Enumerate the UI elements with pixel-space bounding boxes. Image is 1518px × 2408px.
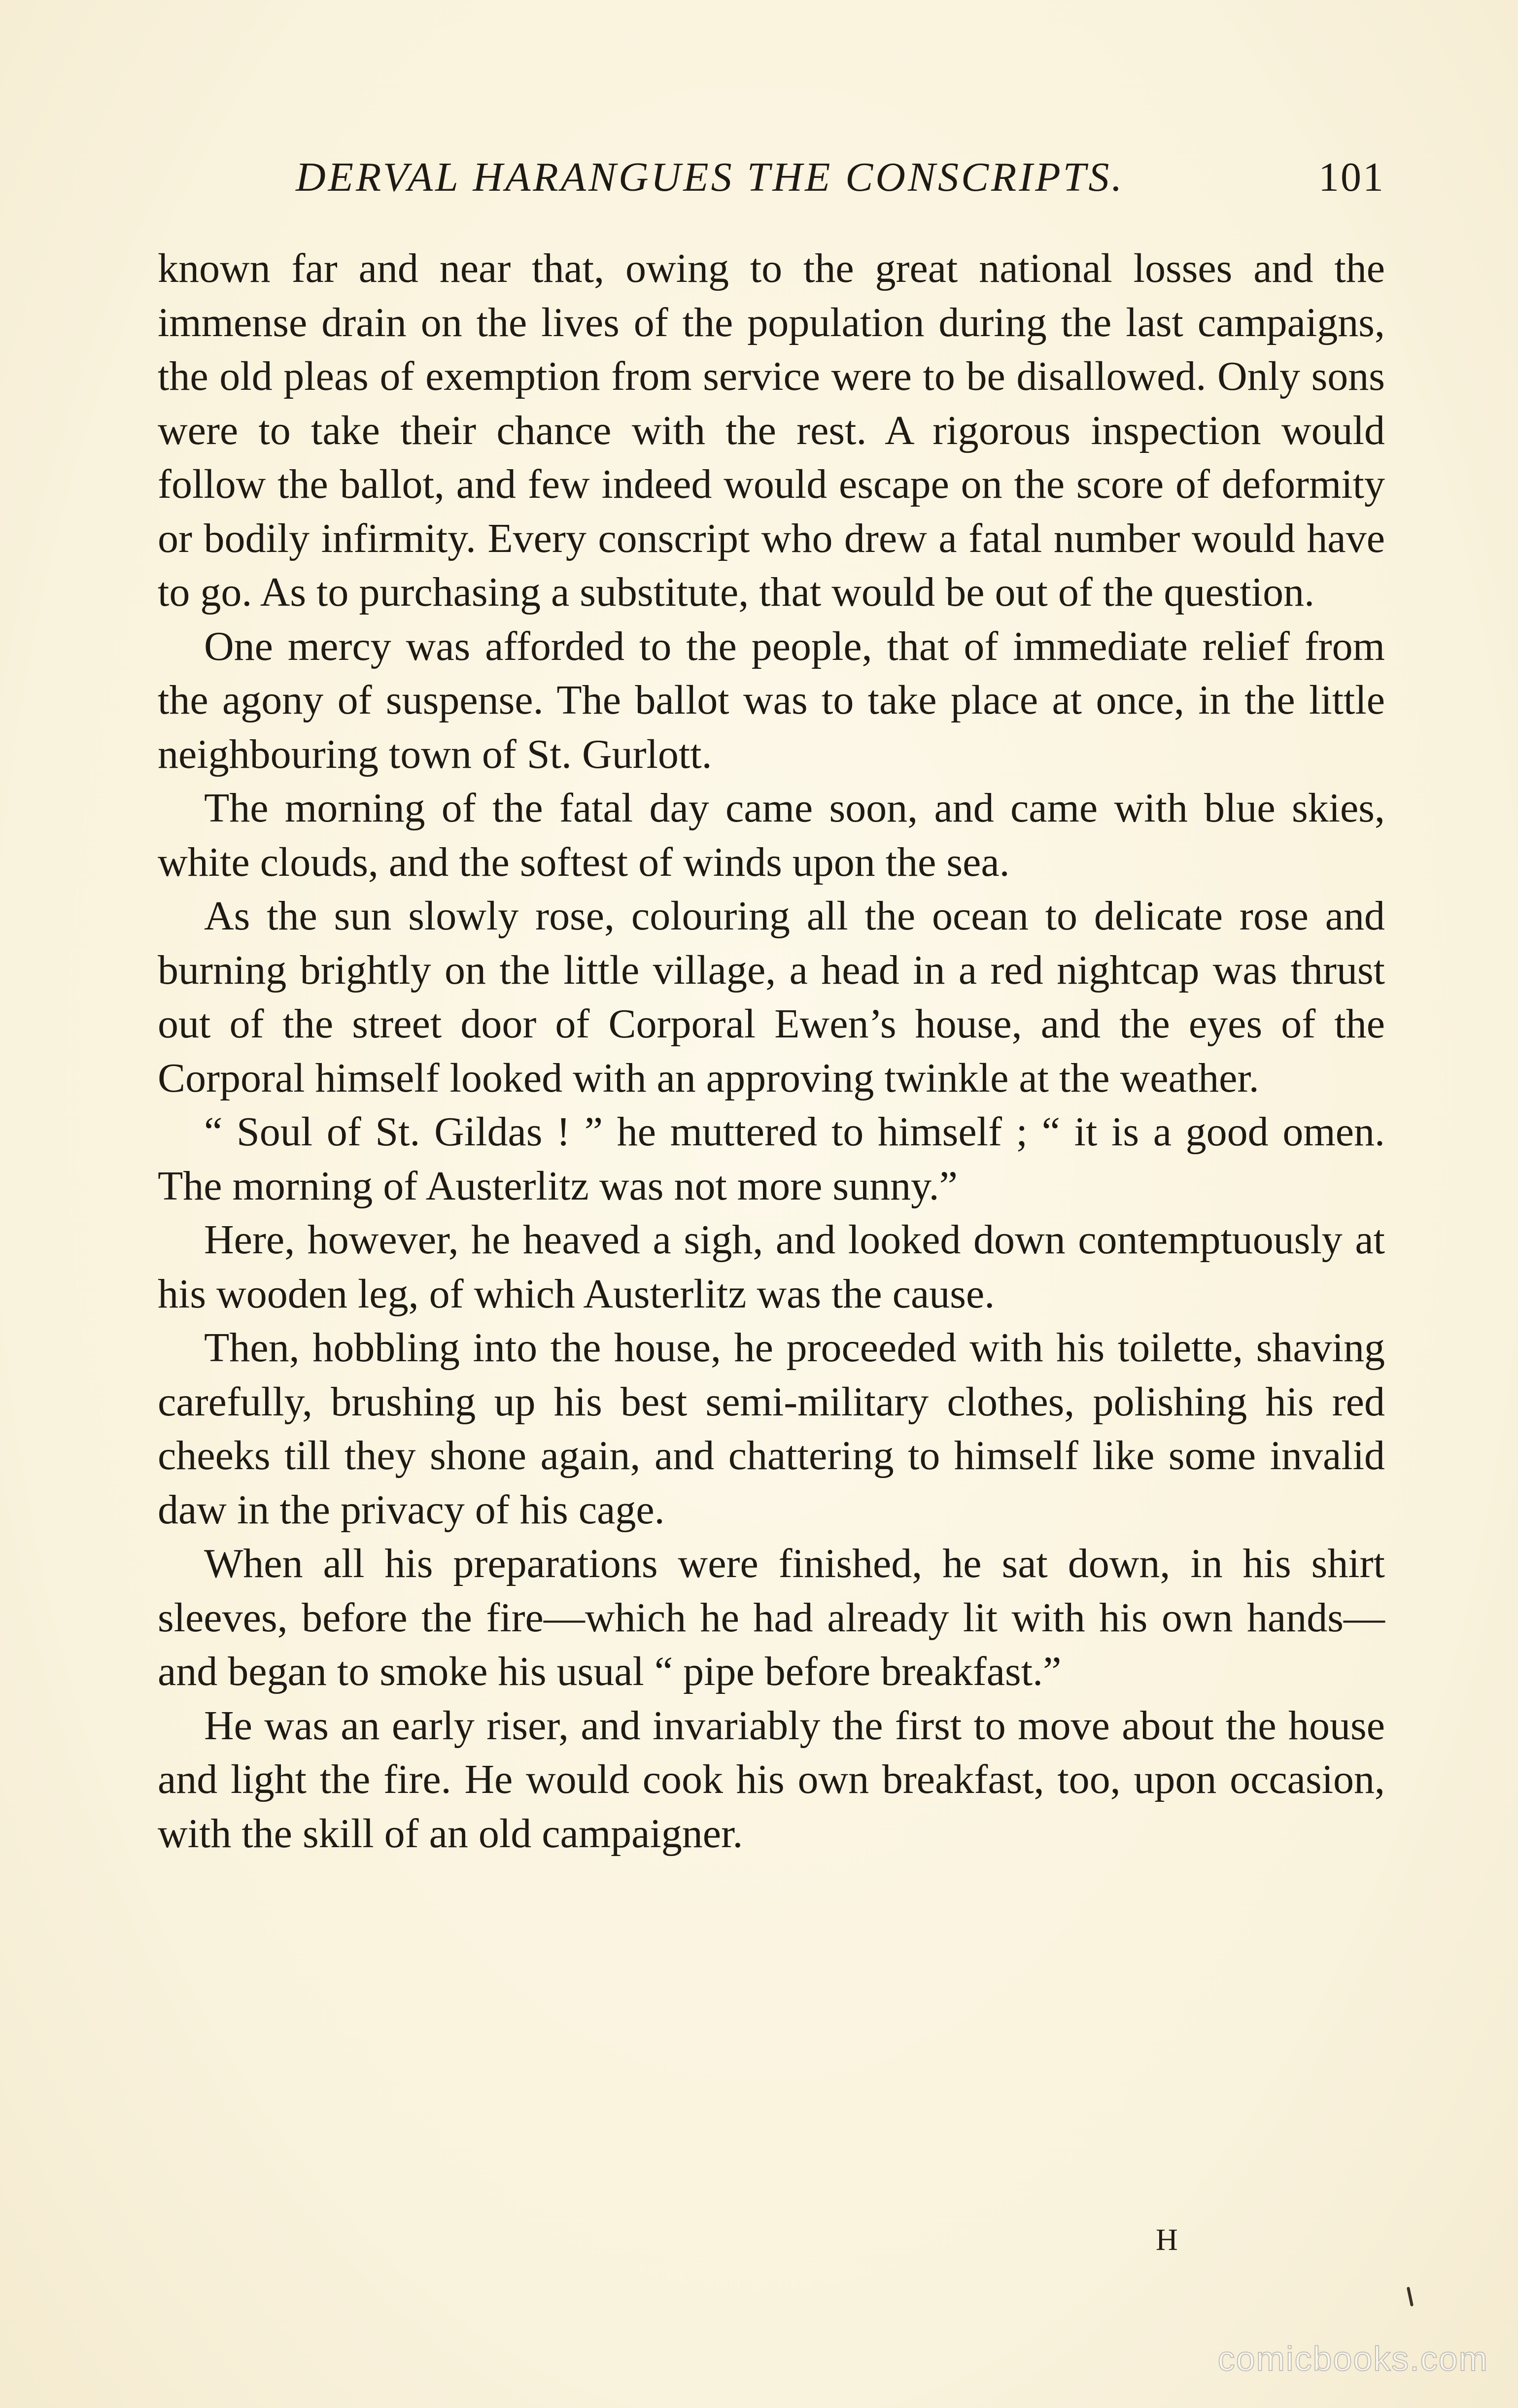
paragraph: One mercy was afforded to the people, that of immediate relief from the agony of suspense. The ballot was to take place at once, in the little neighbouring town of St. Gurlott. [158, 623, 1385, 777]
paragraph: The morning of the fatal day came soon, and came with blue skies, white clouds, and the softest of winds upon the sea. [158, 785, 1385, 885]
page-header [158, 148, 1385, 212]
site-watermark: comicbooks.com [1217, 2339, 1488, 2378]
margin-ink-mark [1407, 2287, 1414, 2306]
paragraph: Then, hobbling into the house, he proceeded with his toilette, shaving carefully, brushing up his best semi-military clothes, polishing his red cheeks till they shone again, and chattering to himself like some invalid daw in the privacy of his cage. [158, 1325, 1385, 1533]
paragraph: “ Soul of St. Gildas ! ” he muttered to himself ; “ it is a good omen. The morning of Austerlitz was not more sunny.” [158, 1109, 1385, 1209]
paragraph: When all his preparations were finished, he sat down, in his shirt sleeves, before the fire—which he had already lit with his own hands—and began to smoke his usual “ pipe before breakfast.” [158, 1541, 1385, 1694]
paragraph: known far and near that, owing to the great national losses and the immense drain on the lives of the population during the last campaigns, the old pleas of exemption from service were to be disallowed. Only sons were to take their chance with the rest. A rigorous inspection would follow the ballot, and few indeed would escape on the score of deformity or bodily infirmity. Every conscript who drew a fatal number would have to go. As to purchasing a substitute, that would be out of the question. [158, 245, 1385, 615]
signature-mark: H [1156, 2223, 1179, 2257]
body-text [158, 241, 1385, 1860]
running-title: DERVAL HARANGUES THE CONSCRIPTS. [296, 154, 1125, 200]
paragraph: Here, however, he heaved a sigh, and looked down contemptuously at his wooden leg, of which Austerlitz was the cause. [158, 1217, 1385, 1317]
paragraph: He was an early riser, and invariably the first to move about the house and light the fire. He would cook his own breakfast, too, upon occasion, with the skill of an old campaigner. [158, 1702, 1385, 1857]
paragraph: As the sun slowly rose, colouring all the ocean to delicate rose and burning brightly on the little village, a head in a red nightcap was thrust out of the street door of Corporal Ewen’s house, and the eyes of the Corporal himself looked with an approving twinkle at the weather. [158, 893, 1385, 1101]
page-number: 101 [1318, 154, 1385, 200]
